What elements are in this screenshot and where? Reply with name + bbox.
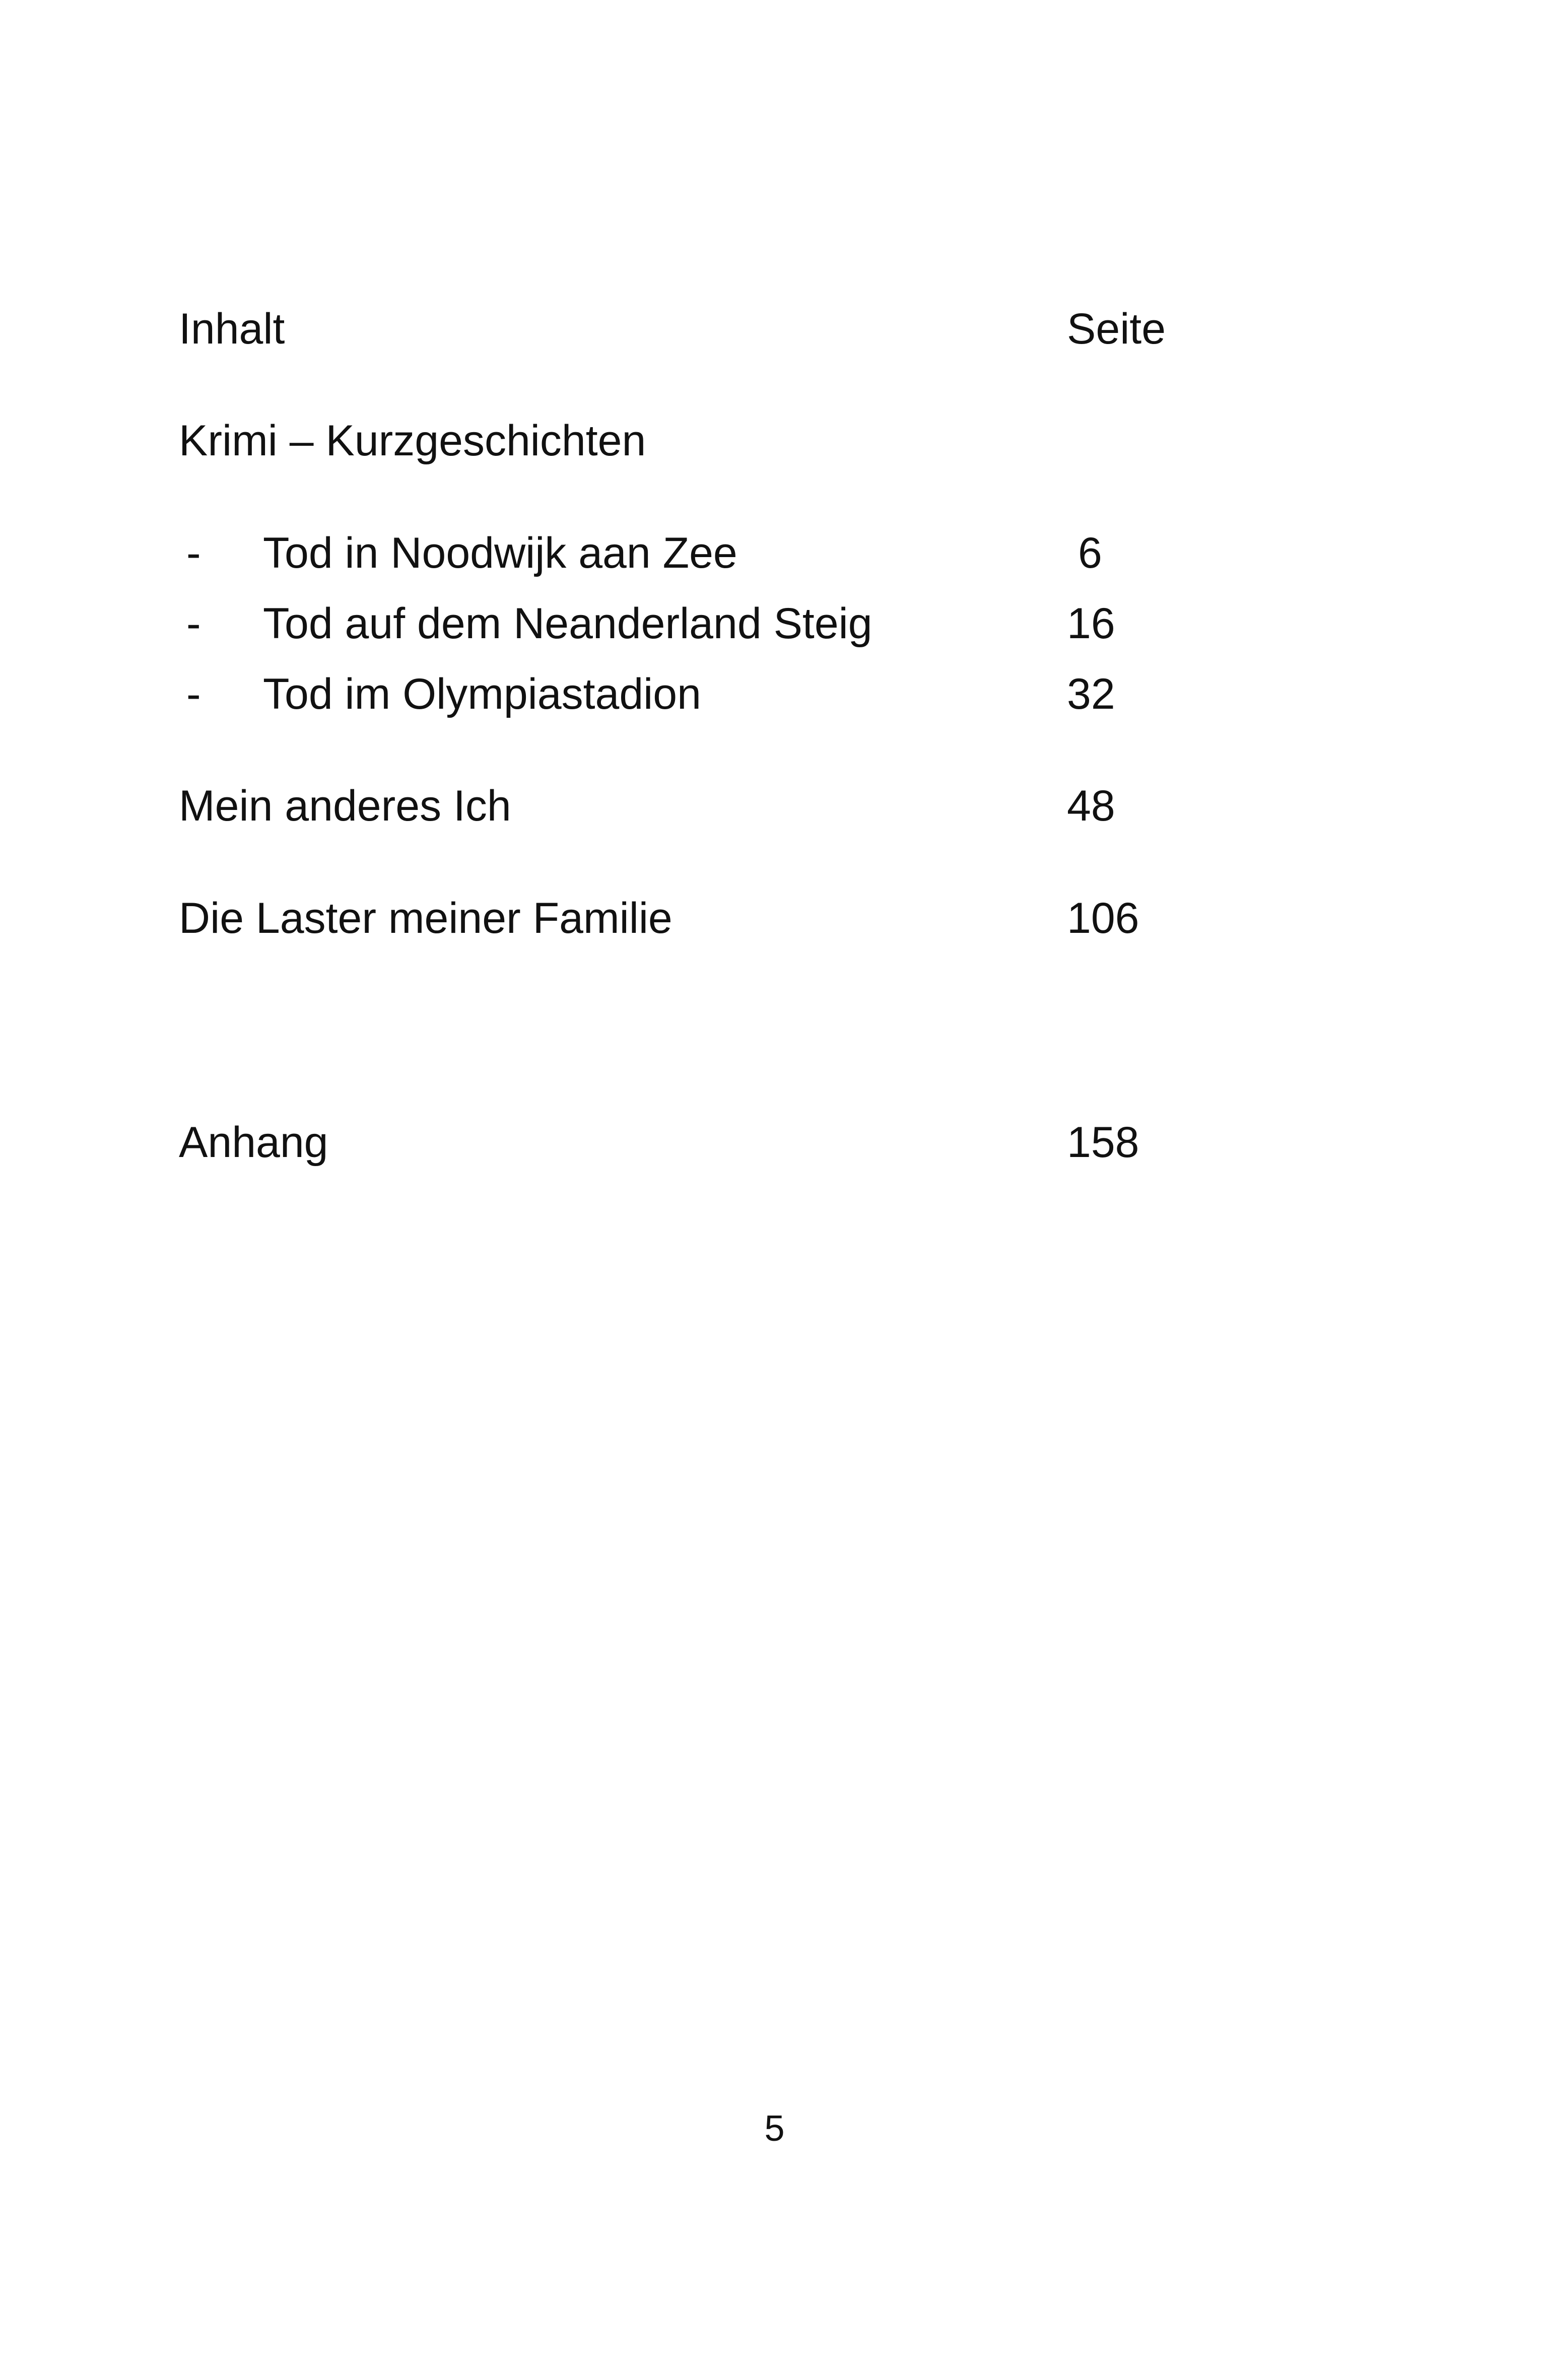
toc-entry-page: 48 <box>1067 782 1115 830</box>
toc-entry-page: 32 <box>1067 670 1115 718</box>
toc-entry-title: Tod in Noodwijk aan Zee <box>263 529 737 577</box>
toc-entry-page: 106 <box>1067 894 1139 942</box>
toc-entry-page: 16 <box>1067 599 1115 648</box>
toc-entry-title: Tod im Olympiastadion <box>263 670 701 718</box>
toc-entry-page: 158 <box>1067 1118 1139 1167</box>
toc-entry-title: Mein anderes Ich <box>179 782 511 830</box>
toc-entry-title: Tod auf dem Neanderland Steig <box>263 599 872 648</box>
list-item-dash: - <box>186 599 201 648</box>
section-title-krimi: Krimi – Kurzgeschichten <box>179 417 646 465</box>
toc-heading: Inhalt <box>179 305 285 353</box>
page-number: 5 <box>764 2109 785 2149</box>
toc-entry-title: Anhang <box>179 1118 328 1167</box>
list-item-dash: - <box>186 529 201 577</box>
toc-entry-page: 6 <box>1078 529 1102 577</box>
toc-page-heading: Seite <box>1067 305 1166 353</box>
toc-entry-title: Die Laster meiner Familie <box>179 894 672 942</box>
list-item-dash: - <box>186 670 201 718</box>
